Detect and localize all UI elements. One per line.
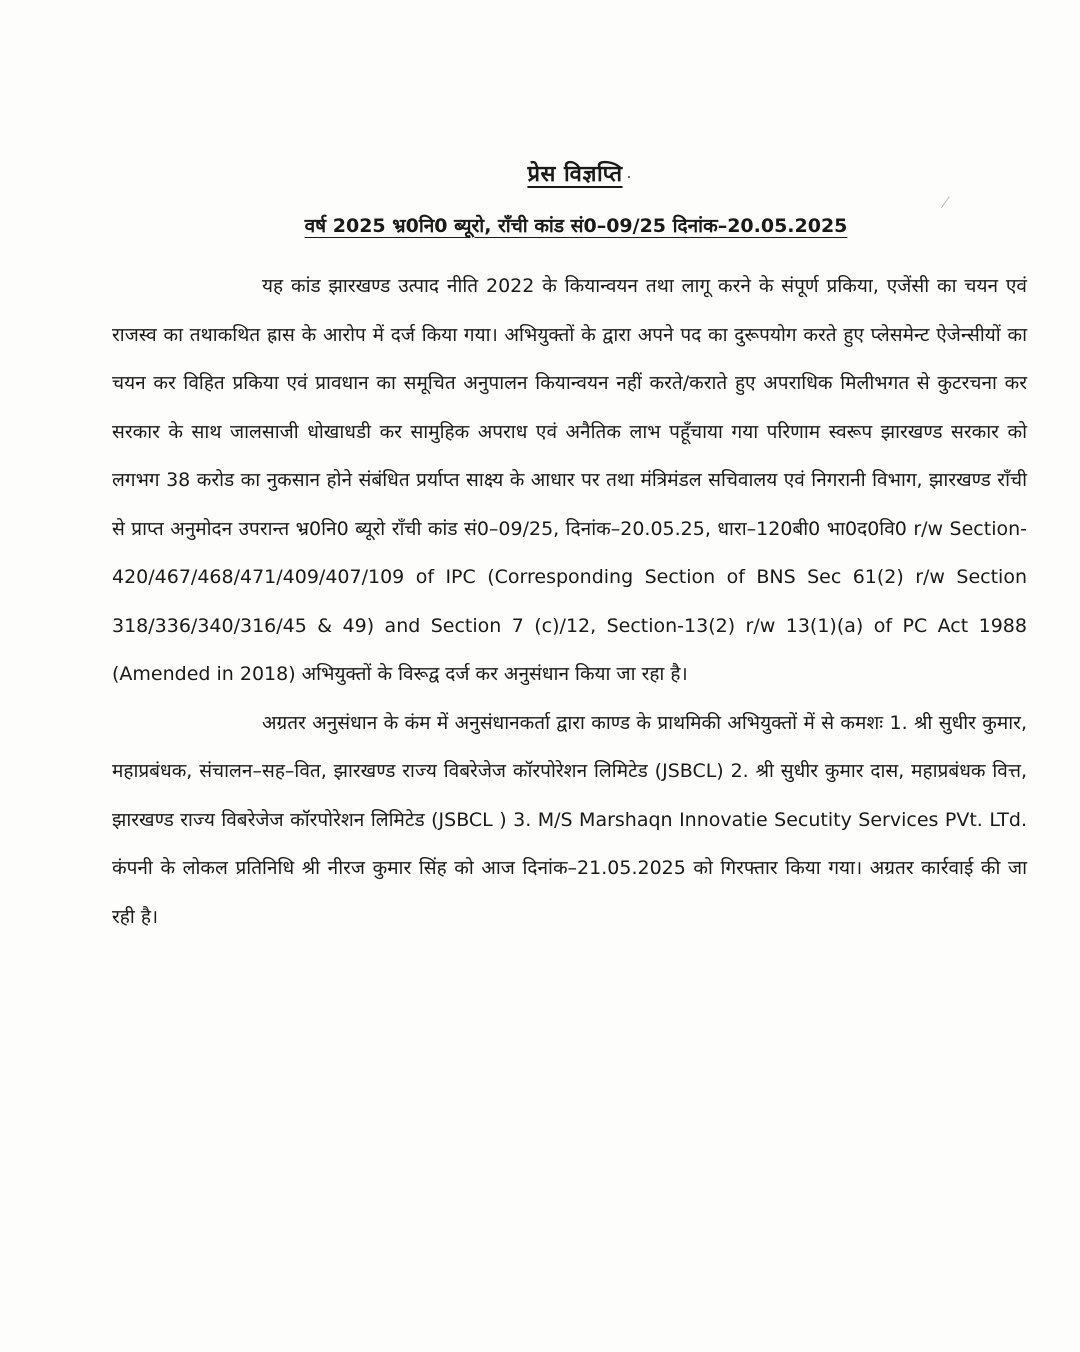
case-reference-heading: वर्ष 2025 भ्र0नि0 ब्यूरो, राँची कांड सं0–09/25 दिनांक–20.05.2025 (304, 215, 848, 237)
document-body (112, 262, 1027, 941)
page-title: प्रेस विज्ञप्ति (527, 162, 623, 187)
paragraph-case-details: यह कांड झारखण्ड उत्पाद नीति 2022 के कियान्वयन तथा लागू करने के संपूर्ण प्रकिया, एजेंसी का चयन एवं राजस्व का तथाकथित ह्रास के आरोप में दर्ज किया गया। अभियुक्तों के द्वारा अपने पद का दुरूपयोग करते हुए प्लेसमेन्ट ऐजेन्सीयों का चयन कर विहित प्रकिया एवं प्रावधान का समूचित अनुपालन कियान्वयन नहीं करते/कराते हुए अपराधिक मिलीभगत से कुटरचना कर सरकार के साथ जालसाजी धोखाधडी कर सामुहिक अपराध एवं अनैतिक लाभ पहूँचाया गया परिणाम स्वरूप झारखण्ड सरकार को लगभग 38 करोड का नुकसान होने संबंधित प्रर्याप्त साक्ष्य के आधार पर तथा मंत्रिमंडल सचिवालय एवं निगरानी विभाग, झारखण्ड राँची से प्राप्त अनुमोदन उपरान्त भ्र0नि0 ब्यूरो राँची कांड सं0–09/25, दिनांक–20.05.25, धारा–120बी0 भा0द0वि0 r/w Section-420/467/468/471/409/407/109 of IPC (Corresponding Section of BNS Sec 61(2) r/w Section 318/336/340/316/45 & 49) and Section 7 (c)/12, Section-13(2) r/w 13(1)(a) of PC Act 1988 (Amended in 2018) अभियुक्तों के विरूद्व दर्ज कर अनुसंधान किया जा रहा है। (112, 275, 1027, 685)
paragraph-arrests: अग्रतर अनुसंधान के कंम में अनुसंधानकर्ता द्वारा काण्ड के प्राथमिकी अभियुक्तों में से कमशः 1. श्री सुधीर कुमार, महाप्रबंधक, संचालन–सह–वित, झारखण्ड राज्य विबरेजेज कॉरपोरेशन लिमिटेड (JSBCL) 2. श्री सुधीर कुमार दास, महाप्रबंधक वित्त, झारखण्ड राज्य विबरेजेज कॉरपोरेशन लिमिटेड (JSBCL ) 3. M/S Marshaqn Innovatie Secutity Services PVt. LTd. कंपनी के लोकल प्रतिनिधि श्री नीरज कुमार सिंह को आज दिनांक–21.05.2025 को गिरफ्तार किया गया। अग्रतर कार्रवाई की जा रही है। (112, 711, 1027, 928)
